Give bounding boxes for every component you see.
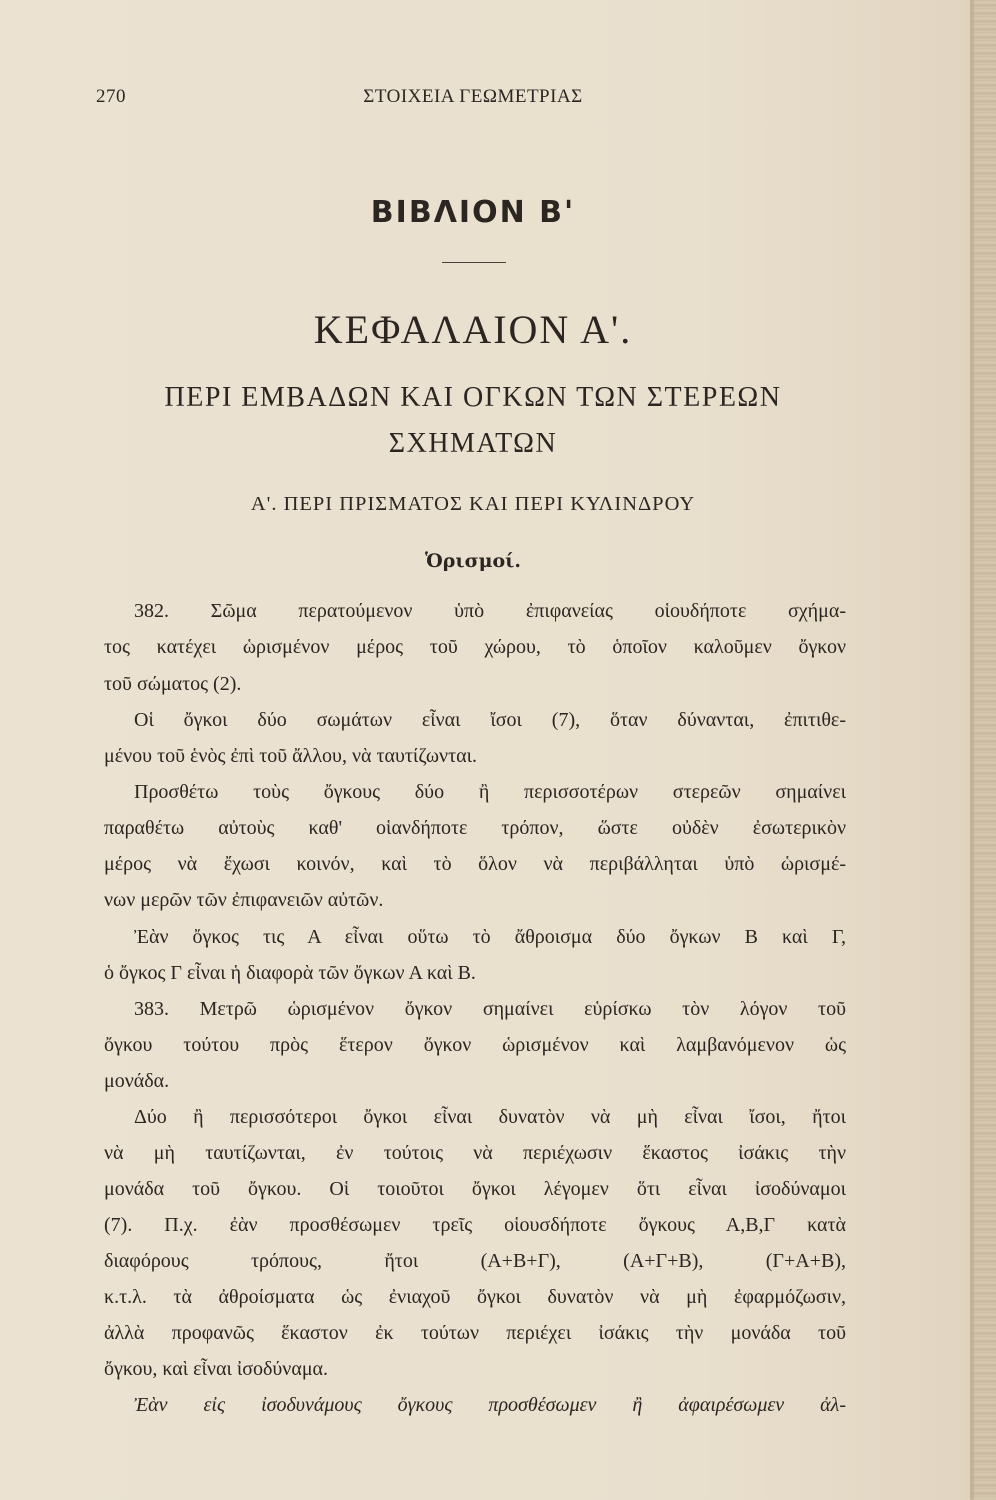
running-title: ΣΤΟΙΧΕΙΑ ΓΕΩΜΕΤΡΙΑΣ — [363, 86, 583, 107]
text-line: Ἐὰν εἰς ἰσοδυνάμους ὄγκους προσθέσωμεν ἢ ἀφαιρέσωμεν ἀλ- — [134, 1394, 846, 1416]
text-line: ὄγκου τούτου πρὸς ἕτερον ὄγκον ὡρισμένον καὶ λαμβανόμενον ὡς — [104, 1034, 846, 1056]
text-line: ὁ ὄγκος Γ εἶναι ἡ διαφορὰ τῶν ὄγκων Α καὶ Β. — [104, 962, 476, 984]
running-header — [96, 86, 850, 110]
text-line: νὰ μὴ ταυτίζωνται, ἐν τούτοις νὰ περιέχωσιν ἕκαστος ἰσάκις τὴν — [104, 1142, 846, 1164]
text-line: νων μερῶν τῶν ἐπιφανειῶν αὐτῶν. — [104, 889, 384, 911]
section-title: Α'. ΠΕΡΙ ΠΡΙΣΜΑΤΟΣ ΚΑΙ ΠΕΡΙ ΚΥΛΙΝΔΡΟΥ — [250, 493, 696, 515]
text-line: Οἱ ὄγκοι δύο σωμάτων εἶναι ἴσοι (7), ὅταν δύνανται, ἐπιτιθε- — [134, 709, 846, 731]
text-line: ὄγκου, καὶ εἶναι ἰσοδύναμα. — [104, 1358, 329, 1380]
text-line: (7). Π.χ. ἐὰν προσθέσωμεν τρεῖς οἱουσδήποτε ὄγκους Α,Β,Γ κατὰ — [104, 1214, 846, 1236]
text-line: Δύο ἢ περισσότεροι ὄγκοι εἶναι δυνατὸν νὰ μὴ εἶναι ἴσοι, ἤτοι — [134, 1106, 846, 1128]
title-rule — [442, 262, 506, 263]
text-line: μονάδα. — [104, 1070, 170, 1092]
page-number: 270 — [96, 86, 126, 107]
text-line: κ.τ.λ. τὰ ἀθροίσματα ὡς ἐνιαχοῦ ὄγκοι δυνατὸν νὰ μὴ ἐφαρμόζωσιν, — [104, 1286, 846, 1308]
chapter-title: ΚΕΦΑΛΑΙΟΝ Α'. — [313, 307, 633, 352]
text-line: 382. Σῶμα περατούμενον ὑπὸ ἐπιφανείας οἱουδήποτε σχήμα- — [134, 600, 846, 622]
definitions-heading: Ὁρισμοί. — [425, 550, 521, 572]
subject-line: ΠΕΡΙ ΕΜΒΑΔΩΝ ΚΑΙ ΟΓΚΩΝ ΤΩΝ ΣΤΕΡΕΩΝ — [164, 382, 782, 413]
text-line: παραθέτω αὐτοὺς καθ' οἱανδήποτε τρόπον, ὥστε οὐδὲν ἐσωτερικὸν — [104, 817, 846, 839]
text-line: 383. Μετρῶ ὡρισμένον ὄγκον σημαίνει εὑρίσκω τὸν λόγον τοῦ — [134, 998, 846, 1020]
text-line: μένου τοῦ ἑνὸς ἐπὶ τοῦ ἄλλου, νὰ ταυτίζωνται. — [104, 745, 477, 767]
page-edge-shadow — [970, 0, 974, 1500]
text-line: διαφόρους τρόπους, ἤτοι (Α+Β+Γ), (Α+Γ+Β), (Γ+Α+Β), — [104, 1250, 846, 1272]
text-line: μονάδα τοῦ ὄγκου. Οἱ τοιοῦτοι ὄγκοι λέγομεν ὅτι εἶναι ἰσοδύναμοι — [104, 1178, 846, 1200]
text-line: μέρος νὰ ἔχωσι κοινόν, καὶ τὸ ὅλον νὰ περιβάλληται ὑπὸ ὡρισμέ- — [104, 853, 846, 875]
book-title: ΒΙΒΛΙΟΝ Β' — [370, 195, 576, 230]
text-line: τοῦ σώματος (2). — [104, 673, 242, 695]
text-line: Προσθέτω τοὺς ὄγκους δύο ἢ περισσοτέρων στερεῶν σημαίνει — [134, 781, 846, 803]
text-line: ἀλλὰ προφανῶς ἕκαστον ἐκ τούτων περιέχει ἰσάκις τὴν μονάδα τοῦ — [104, 1322, 846, 1344]
subject-line: ΣΧΗΜΑΤΩΝ — [388, 428, 558, 459]
text-line: Ἐὰν ὄγκος τις Α εἶναι οὕτω τὸ ἄθροισμα δύο ὄγκων Β καὶ Γ, — [134, 926, 846, 948]
text-line: τος κατέχει ὡρισμένον μέρος τοῦ χώρου, τὸ ὁποῖον καλοῦμεν ὄγκον — [104, 636, 846, 658]
